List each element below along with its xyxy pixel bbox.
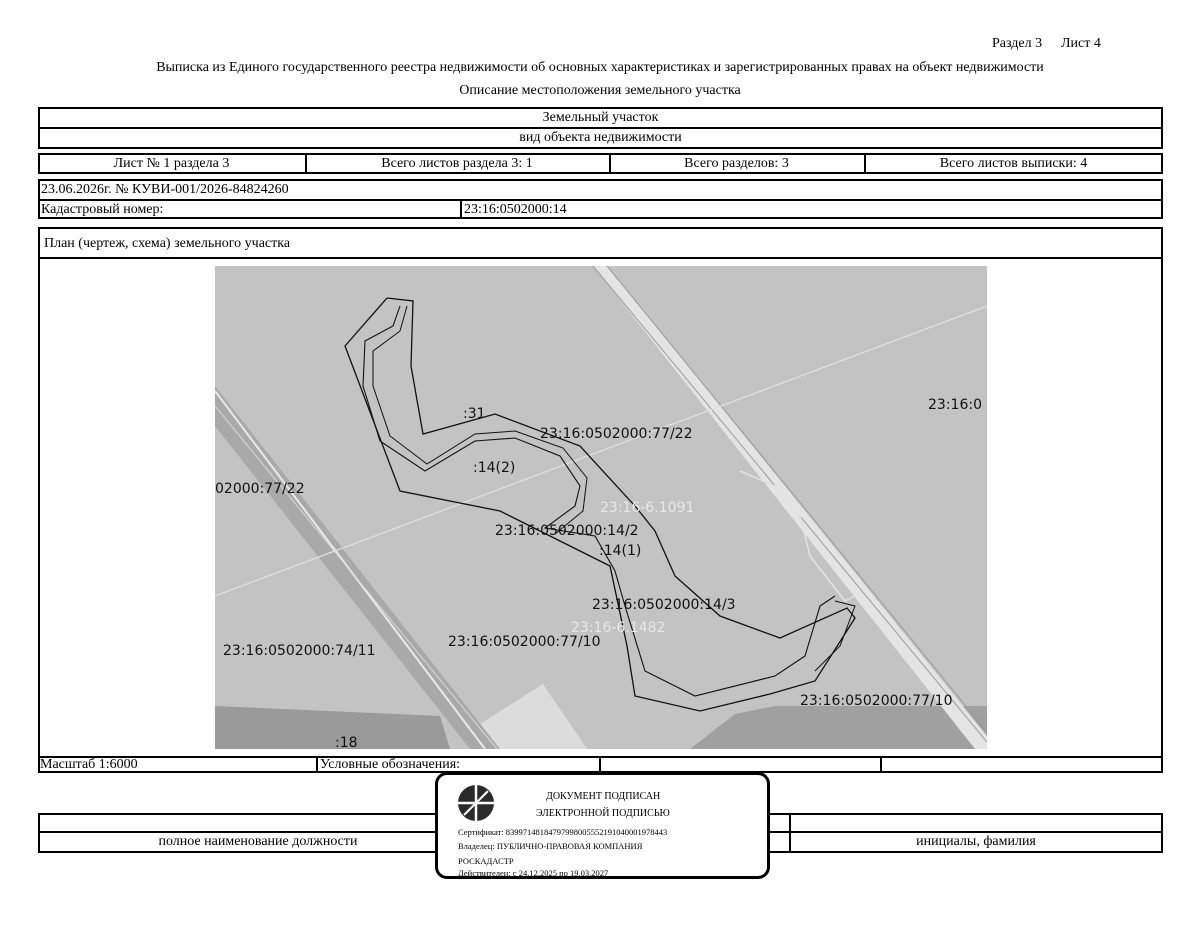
map-label: 23:16:0502000:77/22 <box>540 426 693 442</box>
stamp-owner: Владелец: ПУБЛИЧНО-ПРАВОВАЯ КОМПАНИЯ <box>458 841 643 851</box>
map-label: 23:16:0 <box>928 397 982 413</box>
object-type: Земельный участок <box>542 110 659 125</box>
total-section-sheets: Всего листов раздела 3: 1 <box>381 156 533 171</box>
record-date-number: 23.06.2026г. № КУВИ-001/2026-84824260 <box>41 182 289 197</box>
map-label: 23:16:0502000:14/3 <box>592 597 736 613</box>
total-extract-sheets: Всего листов выписки: 4 <box>939 156 1088 171</box>
map-label: :14(1) <box>599 543 642 559</box>
stamp-line2: ЭЛЕКТРОННОЙ ПОДПИСЬЮ <box>536 808 670 819</box>
sheet-number: Лист 4 <box>1061 36 1101 51</box>
divider <box>460 199 462 219</box>
stamp-line1: ДОКУМЕНТ ПОДПИСАН <box>546 791 661 802</box>
divider <box>316 756 318 773</box>
position-caption: полное наименование должности <box>158 834 358 849</box>
cadastral-map <box>215 266 987 749</box>
emblem-icon <box>456 783 496 823</box>
map-label: :31 <box>463 406 486 422</box>
signature-stamp <box>435 772 770 879</box>
cadastral-value: 23:16:0502000:14 <box>464 202 567 217</box>
divider <box>599 756 601 773</box>
document-title: Выписка из Единого государственного реестра недвижимости об основных характеристиках и зарегистрированных правах на объект недвижимости <box>156 60 1044 75</box>
stamp-certificate: Сертификат: 83997148184797998005552191040001978443 <box>458 827 668 837</box>
sheet-of-section: Лист № 1 раздела 3 <box>113 156 230 171</box>
divider <box>880 756 882 773</box>
map-label: 23:16:0502000:77/10 <box>800 693 953 709</box>
divider <box>38 257 1163 259</box>
legend-label: Условные обозначения: <box>320 757 461 772</box>
cadastral-label: Кадастровый номер: <box>41 202 164 217</box>
map-label: 23:16-6.1091 <box>600 500 695 516</box>
divider <box>38 199 1163 201</box>
object-type-caption: вид объекта недвижимости <box>519 130 682 145</box>
map-label: 23:16-6.1482 <box>571 620 666 636</box>
divider <box>38 127 1163 129</box>
map-scale: Масштаб 1:6000 <box>40 757 138 772</box>
document-subtitle: Описание местоположения земельного участка <box>459 83 741 98</box>
section-number: Раздел 3 <box>992 36 1043 51</box>
plan-title: План (чертеж, схема) земельного участка <box>44 236 291 251</box>
initials-caption: инициалы, фамилия <box>916 834 1036 849</box>
map-label: 23:16:0502000:77/10 <box>448 634 601 650</box>
map-label: 23:16:0502000:74/11 <box>223 643 376 659</box>
map-label: :18 <box>335 735 358 749</box>
map-label: 02000:77/22 <box>215 481 305 497</box>
stamp-owner2: РОСКАДАСТР <box>458 856 514 866</box>
map-label: 23:16:0502000:14/2 <box>495 523 639 539</box>
stamp-valid: Действителен: с 24.12.2025 по 19.03.2027 <box>458 868 609 878</box>
map-label: :14(2) <box>473 460 516 476</box>
total-sections: Всего разделов: 3 <box>684 156 789 171</box>
